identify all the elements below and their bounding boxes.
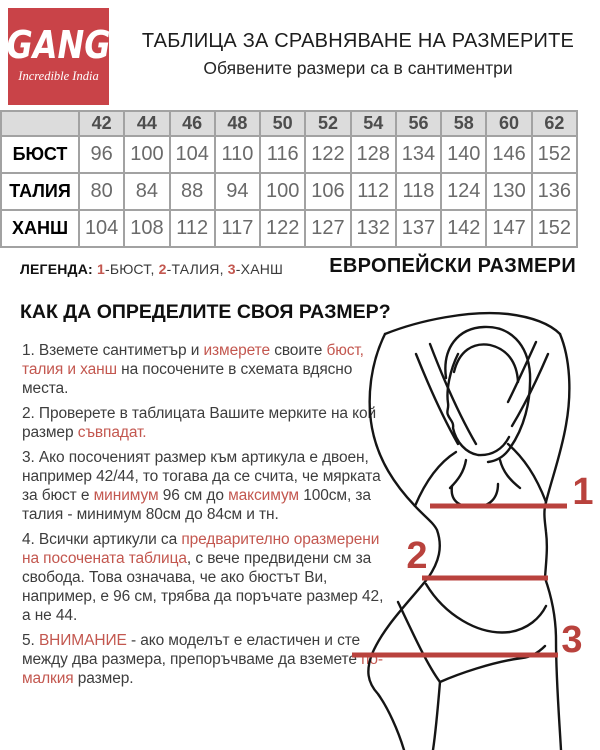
figure-arm-line	[508, 342, 536, 402]
table-corner-cell	[1, 111, 79, 136]
text-segment: измерете	[203, 342, 270, 359]
brand-name: GANG	[6, 22, 111, 68]
figure-hip-line	[426, 584, 546, 632]
how-to-steps	[22, 341, 394, 694]
size-value-cell: 110	[215, 136, 260, 173]
figure-hip-line	[398, 602, 545, 682]
eu-sizes-label: ЕВРОПЕЙСКИ РАЗМЕРИ	[329, 255, 576, 277]
figure-neck	[450, 460, 466, 488]
legend	[20, 261, 283, 277]
text-segment: ЛЕГЕНДА:	[20, 261, 97, 277]
text-segment: размер.	[73, 670, 134, 687]
page-title: ТАБЛИЦА ЗА СРАВНЯВАНЕ НА РАЗМЕРИТЕ	[141, 30, 575, 52]
size-column-header: 50	[260, 111, 305, 136]
size-value-cell: 122	[260, 210, 305, 247]
measurement-figure	[340, 310, 600, 750]
text-segment: -БЮСТ,	[104, 261, 159, 277]
figure-outline	[544, 334, 569, 578]
size-column-header: 44	[124, 111, 169, 136]
size-column-header: 60	[486, 111, 531, 136]
size-value-cell: 88	[170, 173, 215, 210]
how-to-title: КАК ДА ОПРЕДЕЛИТЕ СВОЯ РАЗМЕР?	[20, 301, 391, 323]
text-segment: , с вече предвидени см за свобода. Това означава, че ако бюстът Ви, например, е 96 см, трябва да поръчате размер 42, а не 44.	[22, 550, 384, 624]
text-segment: -ТАЛИЯ,	[166, 261, 228, 277]
text-segment: 1	[96, 261, 105, 277]
size-value-cell: 152	[532, 210, 577, 247]
page-subtitle: Обявените размери са в сантиментри	[203, 58, 513, 78]
size-value-cell: 80	[79, 173, 124, 210]
size-column-header: 52	[305, 111, 350, 136]
text-segment: по-малкия	[22, 651, 383, 687]
size-value-cell: 112	[351, 173, 396, 210]
size-value-cell: 124	[441, 173, 486, 210]
figure-outline	[545, 578, 561, 750]
how-to-step-4	[22, 530, 394, 625]
size-value-cell: 94	[215, 173, 260, 210]
text-segment: минимум	[93, 487, 159, 504]
figure-neck	[500, 460, 520, 488]
size-value-cell: 96	[79, 136, 124, 173]
size-value-cell: 122	[305, 136, 350, 173]
size-value-cell: 104	[79, 210, 124, 247]
measurement-row-label: ТАЛИЯ	[1, 173, 79, 210]
size-value-cell: 152	[532, 136, 577, 173]
figure-arm-line	[415, 452, 456, 506]
text-segment: 3	[227, 261, 236, 277]
size-column-header: 58	[441, 111, 486, 136]
how-to-step-2	[22, 404, 394, 442]
size-value-cell: 84	[124, 173, 169, 210]
size-value-cell: 112	[170, 210, 215, 247]
how-to-step-5	[22, 631, 394, 688]
text-segment: 2	[158, 261, 167, 277]
size-value-cell: 134	[396, 136, 441, 173]
waist-measurement-label: 2	[406, 535, 428, 577]
size-value-cell: 136	[532, 173, 577, 210]
text-segment: 5.	[22, 632, 39, 649]
text-segment: на посочените в схемата вдясно места.	[22, 361, 353, 397]
figure-hair	[454, 344, 518, 382]
table-row	[1, 173, 577, 210]
size-value-cell: 108	[124, 210, 169, 247]
text-segment: ВНИМАНИЕ	[38, 632, 127, 649]
text-segment: - ако моделът е еластичен и сте между два размера, препоръчваме да вземете	[22, 632, 362, 668]
size-value-cell: 128	[351, 136, 396, 173]
figure-leg-line	[433, 682, 440, 750]
text-segment: бюст, талия и ханш	[22, 342, 364, 378]
measurement-row-label: ХАНШ	[1, 210, 79, 247]
size-value-cell: 137	[396, 210, 441, 247]
size-column-header: 48	[215, 111, 260, 136]
size-value-cell: 104	[170, 136, 215, 173]
size-value-cell: 146	[486, 136, 531, 173]
brand-logo	[8, 8, 109, 105]
figure-outline	[370, 334, 440, 578]
size-value-cell: 116	[260, 136, 305, 173]
hip-measurement-label: 3	[561, 619, 583, 661]
size-header-row	[1, 111, 577, 136]
size-value-cell: 140	[441, 136, 486, 173]
text-segment: 4. Всички артикули са	[22, 531, 182, 548]
size-column-header: 54	[351, 111, 396, 136]
size-value-cell: 118	[396, 173, 441, 210]
text-segment: 96 см до	[158, 487, 229, 504]
brand-tagline: Incredible India	[18, 69, 99, 83]
text-segment: своите	[269, 342, 327, 359]
size-value-cell: 117	[215, 210, 260, 247]
how-to-step-1	[22, 341, 394, 398]
size-column-header: 42	[79, 111, 124, 136]
size-comparison-table	[0, 110, 578, 248]
size-value-cell: 130	[486, 173, 531, 210]
figure-outline	[385, 313, 560, 334]
text-segment: 2. Проверете в таблицата Вашите мерките на кой размер	[22, 405, 377, 441]
size-value-cell: 132	[351, 210, 396, 247]
measurement-row-label: БЮСТ	[1, 136, 79, 173]
table-row	[1, 136, 577, 173]
text-segment: предварително оразмерени на посочената таблица	[22, 531, 380, 567]
size-value-cell: 106	[305, 173, 350, 210]
size-column-header: 46	[170, 111, 215, 136]
text-segment: 100см, за талия - минимум 80см до 84см и тн.	[22, 487, 371, 523]
how-to-step-3	[22, 448, 394, 524]
size-value-cell: 127	[305, 210, 350, 247]
table-row	[1, 210, 577, 247]
text-segment: съвпадат.	[77, 424, 147, 441]
size-column-header: 62	[532, 111, 577, 136]
size-value-cell: 100	[124, 136, 169, 173]
size-value-cell: 100	[260, 173, 305, 210]
bust-measurement-label: 1	[572, 471, 594, 513]
size-value-cell: 147	[486, 210, 531, 247]
text-segment: 3. Ако посоченият размер към артикула е двоен, например 42/44, то тогава да се счита, че мярката за бюст е	[22, 449, 381, 504]
size-value-cell: 142	[441, 210, 486, 247]
figure-arm-line	[508, 444, 546, 502]
text-segment: 1. Вземете сантиметър и	[22, 342, 204, 359]
text-segment: максимум	[228, 487, 299, 504]
text-segment: -ХАНШ	[235, 261, 284, 277]
header-titles	[118, 30, 598, 79]
size-column-header: 56	[396, 111, 441, 136]
